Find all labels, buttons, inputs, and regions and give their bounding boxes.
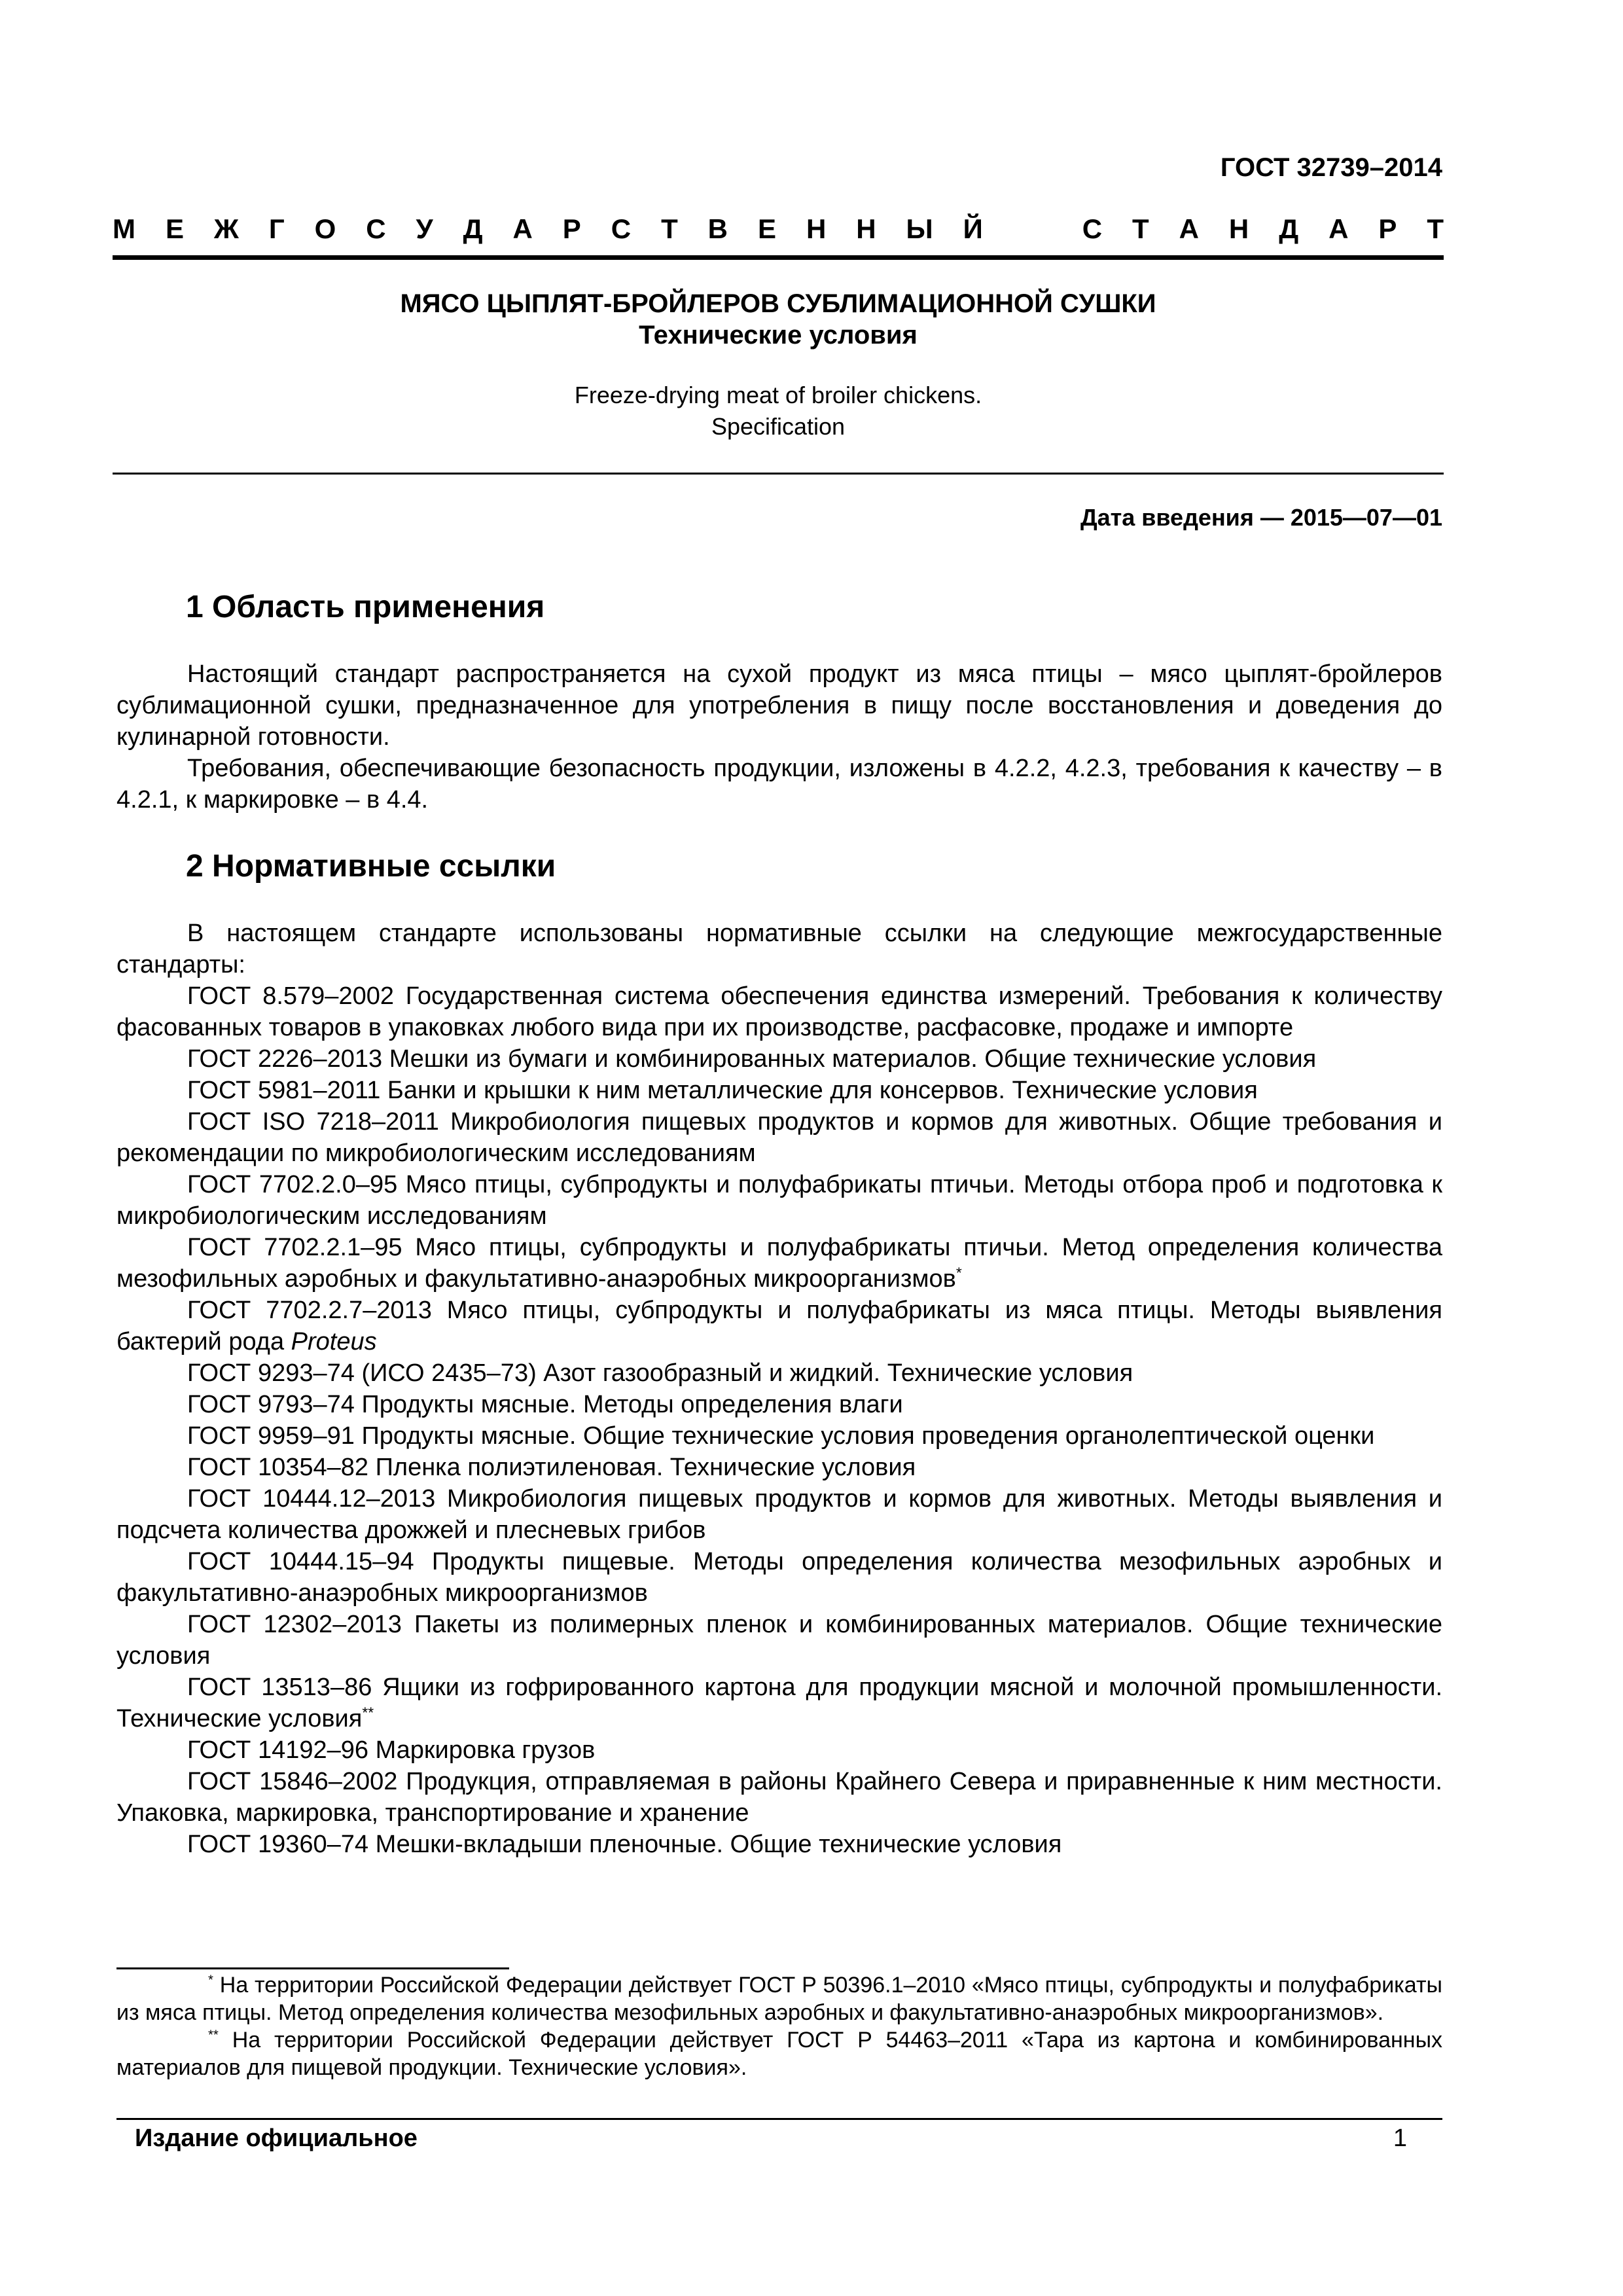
reference-item: ГОСТ 9793–74 Продукты мясные. Методы определения влаги xyxy=(187,1391,903,1418)
reference-item: ГОСТ 15846–2002 Продукция, отправляемая в районы Крайнего Севера и приравненные к ним местности. Упаковка, маркировка, транспортирование и хранение xyxy=(116,1768,1442,1827)
footnote-separator xyxy=(116,1967,509,1969)
footnote-marker: * xyxy=(208,1973,213,1988)
reference-item: ГОСТ 5981–2011 Банки и крышки к ним металлические для консервов. Технические условия xyxy=(187,1077,1258,1104)
footnote-marker: ** xyxy=(208,2028,219,2043)
title-english: Freeze-drying meat of broiler chickens. xyxy=(574,382,982,408)
letter: С xyxy=(611,213,632,244)
header-divider-thick xyxy=(113,255,1444,260)
letter: С xyxy=(366,213,386,244)
paragraph: Требования, обеспечивающие безопасность продукции, изложены в 4.2.2, 4.2.3, требования к качеству – в 4.2.1, к маркировке – в 4.4. xyxy=(116,755,1442,814)
letter: О xyxy=(314,213,336,244)
letter: Н xyxy=(1228,213,1249,244)
footnote-marker: * xyxy=(955,1264,962,1282)
reference-item: ГОСТ 2226–2013 Мешки из бумаги и комбинированных материалов. Общие технические условия xyxy=(187,1045,1317,1073)
letter: Д xyxy=(463,213,483,244)
letter: В xyxy=(707,213,728,244)
section-references-body xyxy=(116,918,1442,1860)
letter: Е xyxy=(165,213,184,244)
letter: Й xyxy=(963,213,983,244)
reference-item: ГОСТ ISO 7218–2011 Микробиология пищевых продуктов и кормов для животных. Общие требования и рекомендации по микробиологическим исследованиям xyxy=(116,1108,1442,1167)
letter: Ы xyxy=(906,213,933,244)
reference-item: ГОСТ 9959–91 Продукты мясные. Общие технические условия проведения органолептической оценки xyxy=(187,1422,1375,1450)
footnote-text: На территории Российской Федерации действует ГОСТ Р 54463–2011 «Тара из картона и комбинированных материалов для пищевой продукции. Технические условия». xyxy=(116,2028,1443,2080)
letter: Р xyxy=(562,213,581,244)
edition-label: Издание официальное xyxy=(135,2125,418,2152)
footnote xyxy=(116,2026,1442,2081)
footnote-marker: ** xyxy=(362,1704,374,1721)
reference-item: ГОСТ 7702.2.0–95 Мясо птицы, субпродукты и полуфабрикаты птичьи. Методы отбора проб и подготовка к микробиологическим исследованиям xyxy=(116,1171,1442,1230)
section-heading-references: 2 Нормативные ссылки xyxy=(186,849,556,884)
letter: Т xyxy=(1132,213,1149,244)
paragraph: В настоящем стандарте использованы нормативные ссылки на следующие межгосударственные стандарты: xyxy=(116,920,1442,978)
footer-divider xyxy=(116,2118,1442,2120)
document-code: ГОСТ 32739–2014 xyxy=(1220,153,1442,182)
page-number: 1 xyxy=(1393,2125,1407,2152)
letter: А xyxy=(512,213,533,244)
reference-item: ГОСТ 12302–2013 Пакеты из полимерных пленок и комбинированных материалов. Общие технические условия xyxy=(116,1611,1442,1670)
footnote xyxy=(116,1971,1442,2026)
letter: Т xyxy=(1427,213,1444,244)
section-heading-scope: 1 Область применения xyxy=(186,590,545,624)
letter: Ж xyxy=(213,213,239,244)
letter: А xyxy=(1329,213,1349,244)
interstate-standard-heading xyxy=(113,213,1444,245)
title-russian: МЯСО ЦЫПЛЯТ-БРОЙЛЕРОВ СУБЛИМАЦИОННОЙ СУШКИ xyxy=(400,289,1156,318)
title-russian-subtitle: Технические условия xyxy=(639,321,918,350)
title-block xyxy=(113,288,1444,442)
reference-item: ГОСТ 14192–96 Маркировка грузов xyxy=(187,1736,596,1764)
reference-text: ГОСТ 7702.2.1–95 Мясо птицы, субпродукты и полуфабрикаты птичьи. Метод определения количества мезофильных аэробных и факультативно-анаэробных микроорганизмов xyxy=(116,1234,1442,1293)
letter: Д xyxy=(1279,213,1299,244)
introduction-date: Дата введения — 2015—07—01 xyxy=(1080,504,1442,531)
reference-text: ГОСТ 13513–86 Ящики из гофрированного картона для продукции мясной и молочной промышленности. Технические условия xyxy=(116,1674,1442,1732)
letter: С xyxy=(1082,213,1103,244)
genus-name: Proteus xyxy=(291,1328,377,1355)
reference-item: ГОСТ 19360–74 Мешки-вкладыши пленочные. Общие технические условия xyxy=(187,1831,1062,1858)
letter: Г xyxy=(268,213,285,244)
letter: Н xyxy=(856,213,876,244)
reference-item: ГОСТ 8.579–2002 Государственная система обеспечения единства измерений. Требования к количеству фасованных товаров в упаковках любого вида при их производстве, расфасовке, продаже и импорте xyxy=(116,982,1442,1041)
reference-item: ГОСТ 9293–74 (ИСО 2435–73) Азот газообразный и жидкий. Технические условия xyxy=(187,1359,1133,1387)
letter: А xyxy=(1179,213,1199,244)
letter: У xyxy=(416,213,433,244)
title-divider xyxy=(113,473,1444,475)
reference-item xyxy=(116,1295,1442,1357)
letter: М xyxy=(113,213,135,244)
reference-item: ГОСТ 10444.15–94 Продукты пищевые. Методы определения количества мезофильных аэробных и факультативно-анаэробных микроорганизмов xyxy=(116,1548,1442,1607)
word-gap xyxy=(1013,213,1052,245)
footnotes xyxy=(116,1971,1442,2081)
reference-text: ГОСТ 7702.2.7–2013 Мясо птицы, субпродукты и полуфабрикаты из мяса птицы. Методы выявления бактерий рода xyxy=(116,1297,1442,1355)
reference-item: ГОСТ 10354–82 Пленка полиэтиленовая. Технические условия xyxy=(187,1454,916,1481)
letter: Н xyxy=(806,213,827,244)
reference-item: ГОСТ 10444.12–2013 Микробиология пищевых продуктов и кормов для животных. Методы выявления и подсчета количества дрожжей и плесневых грибов xyxy=(116,1485,1442,1544)
footnote-text: На территории Российской Федерации действует ГОСТ Р 50396.1–2010 «Мясо птицы, субпродукты и полуфабрикаты из мяса птицы. Метод определения количества мезофильных аэробных и факультативно-анаэробных микроорганизмов». xyxy=(116,1973,1442,2025)
letter: Р xyxy=(1378,213,1397,244)
section-scope-body xyxy=(116,658,1442,816)
letter: Т xyxy=(661,213,678,244)
reference-item xyxy=(116,1232,1442,1295)
letter: Е xyxy=(757,213,776,244)
paragraph: Настоящий стандарт распространяется на сухой продукт из мяса птицы – мясо цыплят-бройлеров сублимационной сушки, предназначенное для употребления в пищу после восстановления и доведения до кулинарной готовности. xyxy=(116,660,1442,751)
title-english-subtitle: Specification xyxy=(711,413,846,440)
reference-item xyxy=(116,1672,1442,1734)
